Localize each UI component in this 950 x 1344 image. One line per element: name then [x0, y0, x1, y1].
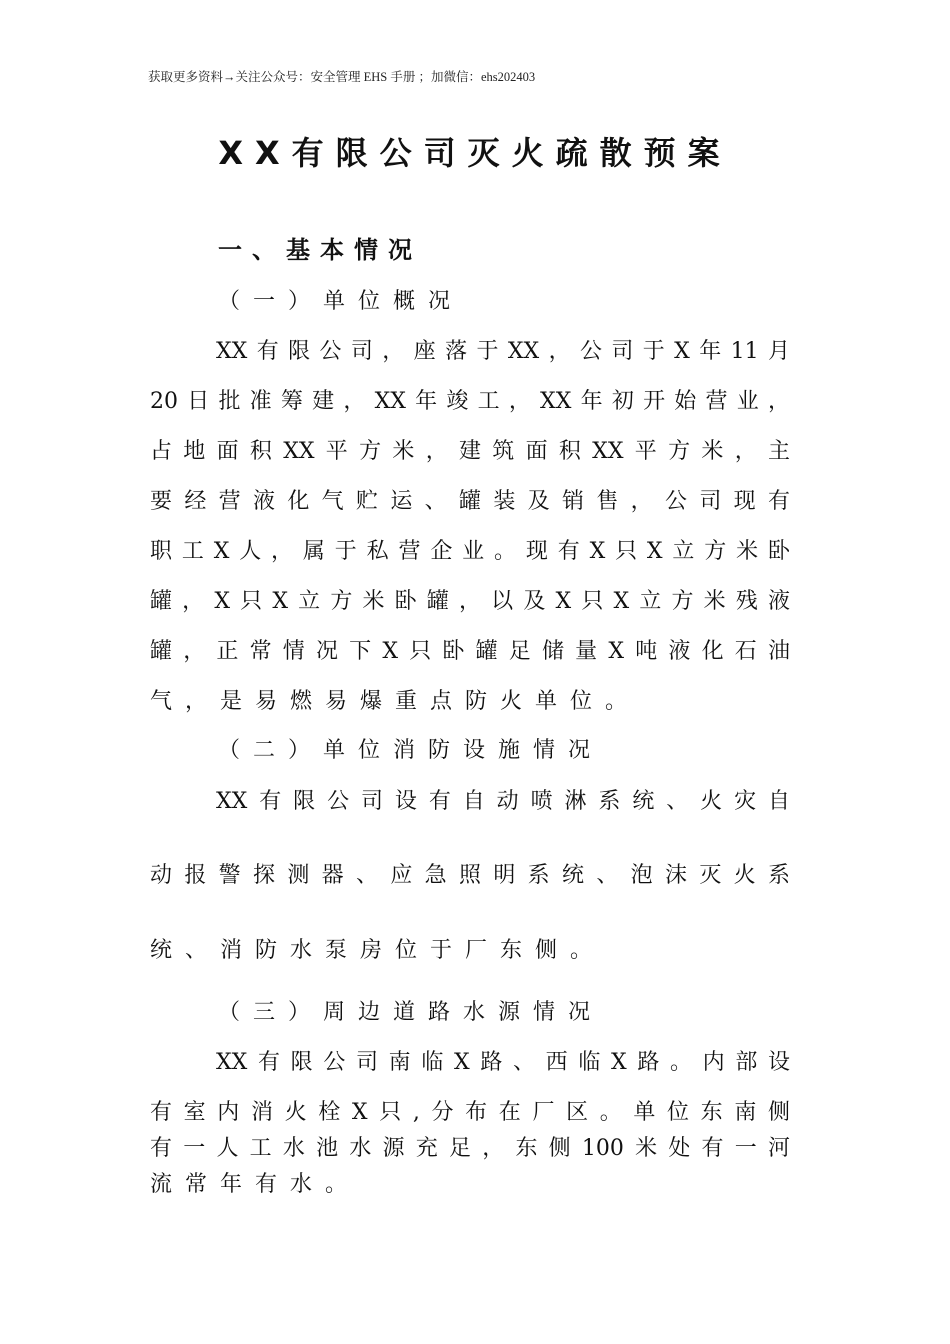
paragraph-line: 职工X人，属于私营企业。现有X只X立方米卧: [150, 539, 790, 564]
subsection-heading-unit-overview: （一）单位概况: [218, 289, 464, 314]
subsection-heading-fire-facilities: （二）单位消防设施情况: [218, 738, 604, 763]
paragraph-line: 罐，正常情况下X只卧罐足储量X吨液化石油: [150, 639, 790, 664]
page-header: 获取更多资料→关注公众号：安全管理 EHS 手册 ；加微信：ehs202403: [148, 70, 536, 84]
paragraph-line: 有一人工水池水源充足，东侧100米处有一河: [150, 1136, 790, 1161]
subsection-heading-roads-water: （三）周边道路水源情况: [218, 1000, 604, 1025]
paragraph-line: 动报警探测器、应急照明系统、泡沫灭火系: [150, 863, 790, 888]
paragraph-line: 占地面积XX平方米，建筑面积XX平方米，主: [150, 439, 790, 464]
paragraph-line: 统、消防水泵房位于厂东侧。: [150, 938, 606, 963]
paragraph-line: 要经营液化气贮运、罐装及销售，公司现有: [150, 489, 790, 514]
paragraph-line: 20日批准筹建，XX年竣工，XX年初开始营业，: [150, 389, 790, 414]
paragraph-line: 流常年有水。: [150, 1172, 361, 1197]
paragraph-line: XX有限公司南临X路、西临X路。内部设: [216, 1050, 790, 1075]
paragraph-line: 气，是易燃易爆重点防火单位。: [150, 689, 641, 714]
paragraph-line: 有室内消火栓X只,分布在厂区。单位东南侧: [150, 1100, 790, 1125]
document-title: XX有限公司灭火疏散预案: [218, 134, 732, 172]
paragraph-line: XX有限公司，座落于XX，公司于X年11月: [216, 339, 790, 364]
section-heading-basic: 一、基本情况: [218, 236, 422, 264]
paragraph-line: 罐，X只X立方米卧罐，以及X只X立方米残液: [150, 589, 790, 614]
paragraph-line: XX有限公司设有自动喷淋系统、火灾自: [216, 789, 790, 814]
